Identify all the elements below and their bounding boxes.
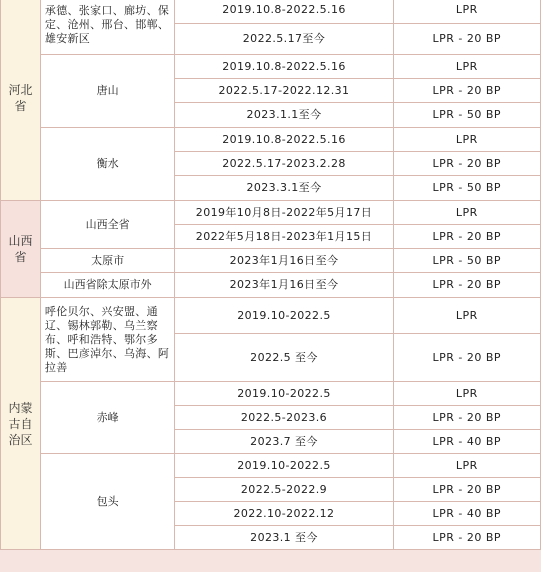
period-cell: 2022.5-2023.6 bbox=[175, 406, 393, 430]
rate-cell: LPR - 20 BP bbox=[393, 24, 540, 55]
bottom-band bbox=[0, 556, 541, 572]
period-cell: 2019.10.8-2022.5.16 bbox=[175, 128, 393, 152]
period-cell: 2022年5月18日-2023年1月15日 bbox=[175, 225, 393, 249]
province-cell: 内蒙古自治区 bbox=[1, 298, 41, 550]
period-cell: 2023.7 至今 bbox=[175, 430, 393, 454]
province-cell: 山西省 bbox=[1, 201, 41, 298]
rate-cell: LPR - 50 BP bbox=[393, 176, 540, 201]
rate-cell: LPR - 20 BP bbox=[393, 334, 540, 382]
period-cell: 2022.5 至今 bbox=[175, 334, 393, 382]
period-cell: 2022.5-2022.9 bbox=[175, 478, 393, 502]
city-cell: 唐山 bbox=[40, 55, 174, 128]
table-row bbox=[1, 0, 541, 24]
table-row bbox=[1, 454, 541, 478]
table-row bbox=[1, 55, 541, 79]
rate-cell: LPR - 20 BP bbox=[393, 273, 540, 298]
period-cell: 2022.5.17-2023.2.28 bbox=[175, 152, 393, 176]
city-cell: 承德、张家口、廊坊、保定、沧州、邢台、邯郸、雄安新区 bbox=[40, 0, 174, 55]
rate-cell: LPR bbox=[393, 55, 540, 79]
period-cell: 2022.5.17至今 bbox=[175, 24, 393, 55]
table-row bbox=[1, 249, 541, 273]
city-cell: 山西省除太原市外 bbox=[40, 273, 174, 298]
period-cell: 2023.3.1至今 bbox=[175, 176, 393, 201]
period-cell: 2019.10-2022.5 bbox=[175, 382, 393, 406]
city-cell: 山西全省 bbox=[40, 201, 174, 249]
city-cell: 太原市 bbox=[40, 249, 174, 273]
period-cell: 2022.5.17-2022.12.31 bbox=[175, 79, 393, 103]
city-cell: 包头 bbox=[40, 454, 174, 550]
rate-cell: LPR bbox=[393, 298, 540, 334]
table-row bbox=[1, 298, 541, 334]
rate-cell: LPR bbox=[393, 382, 540, 406]
rate-cell: LPR bbox=[393, 0, 540, 24]
period-cell: 2023年1月16日至今 bbox=[175, 273, 393, 298]
rate-cell: LPR - 40 BP bbox=[393, 502, 540, 526]
period-cell: 2019年10月8日-2022年5月17日 bbox=[175, 201, 393, 225]
rate-cell: LPR - 20 BP bbox=[393, 406, 540, 430]
city-cell: 衡水 bbox=[40, 128, 174, 201]
period-cell: 2023.1.1至今 bbox=[175, 103, 393, 128]
rate-cell: LPR bbox=[393, 454, 540, 478]
city-cell: 呼伦贝尔、兴安盟、通辽、锡林郭勒、乌兰察布、呼和浩特、鄂尔多斯、巴彦淖尔、乌海、阿拉善 bbox=[40, 298, 174, 382]
rate-cell: LPR - 20 BP bbox=[393, 79, 540, 103]
rate-cell: LPR - 50 BP bbox=[393, 249, 540, 273]
rate-cell: LPR bbox=[393, 201, 540, 225]
table-row bbox=[1, 201, 541, 225]
period-cell: 2019.10.8-2022.5.16 bbox=[175, 55, 393, 79]
rate-cell: LPR - 20 BP bbox=[393, 225, 540, 249]
table-row bbox=[1, 382, 541, 406]
period-cell: 2019.10-2022.5 bbox=[175, 298, 393, 334]
period-cell: 2023年1月16日至今 bbox=[175, 249, 393, 273]
period-cell: 2019.10.8-2022.5.16 bbox=[175, 0, 393, 24]
rate-cell: LPR - 20 BP bbox=[393, 478, 540, 502]
rate-cell: LPR - 20 BP bbox=[393, 526, 540, 550]
table-row bbox=[1, 273, 541, 298]
table-row bbox=[1, 128, 541, 152]
rate-cell: LPR - 20 BP bbox=[393, 152, 540, 176]
period-cell: 2019.10-2022.5 bbox=[175, 454, 393, 478]
period-cell: 2022.10-2022.12 bbox=[175, 502, 393, 526]
rate-cell: LPR - 50 BP bbox=[393, 103, 540, 128]
rate-cell: LPR - 40 BP bbox=[393, 430, 540, 454]
city-cell: 赤峰 bbox=[40, 382, 174, 454]
province-cell: 河北省 bbox=[1, 0, 41, 201]
rate-cell: LPR bbox=[393, 128, 540, 152]
period-cell: 2023.1 至今 bbox=[175, 526, 393, 550]
